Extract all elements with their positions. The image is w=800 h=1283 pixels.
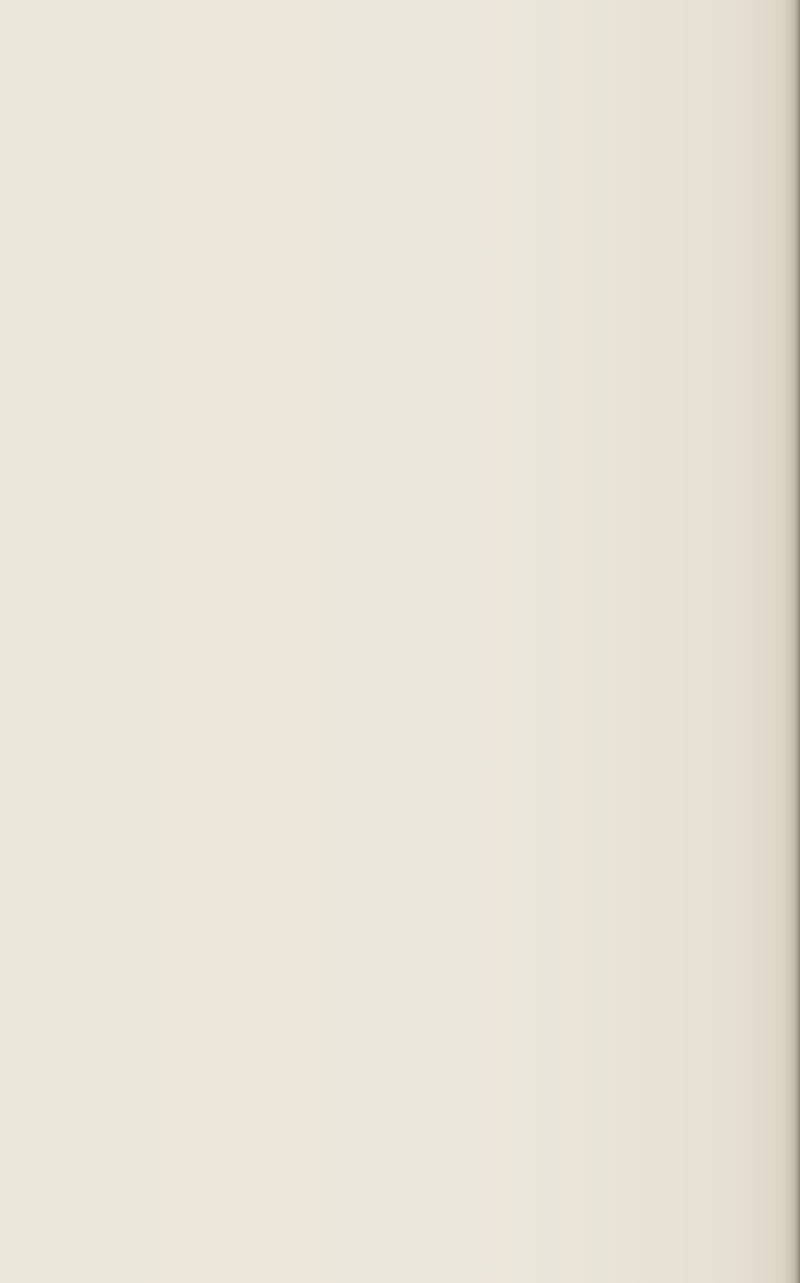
section-heading (82, 118, 737, 149)
body-text (82, 88, 737, 158)
page-edge-shadow (782, 0, 800, 1283)
